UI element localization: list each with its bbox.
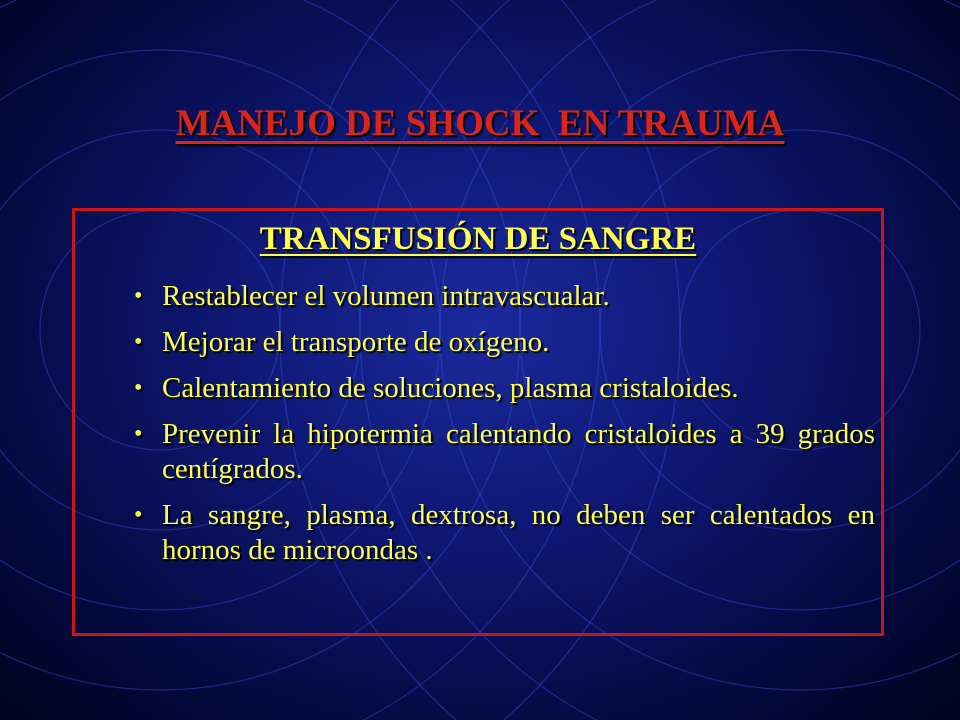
bullet-text: Restablecer el volumen intravascualar. — [162, 280, 610, 312]
bullet-text: La sangre, plasma, dextrosa, no deben ser calentados en hornos de microondas . — [162, 499, 875, 566]
bullet-text: Calentamiento de soluciones, plasma cristaloides. — [162, 372, 739, 404]
bullet-icon: • — [134, 283, 143, 309]
bullet-icon: • — [134, 502, 143, 528]
content-box — [72, 208, 884, 636]
bullet-icon: • — [134, 329, 143, 355]
bullet-text: Mejorar el transporte de oxígeno. — [162, 326, 550, 358]
list-item — [130, 325, 875, 360]
list-item — [130, 371, 875, 406]
section-subtitle: TRANSFUSIÓN DE SANGRE — [259, 221, 697, 257]
bullet-list — [130, 279, 875, 579]
list-item — [130, 498, 875, 568]
list-item — [130, 417, 875, 487]
bullet-icon: • — [134, 375, 143, 401]
slide-title: MANEJO DE SHOCK EN TRAUMA — [175, 103, 785, 144]
bullet-text: Prevenir la hipotermia calentando cristaloides a 39 grados centígrados. — [162, 418, 875, 485]
list-item — [130, 279, 875, 314]
bullet-icon: • — [134, 421, 143, 447]
